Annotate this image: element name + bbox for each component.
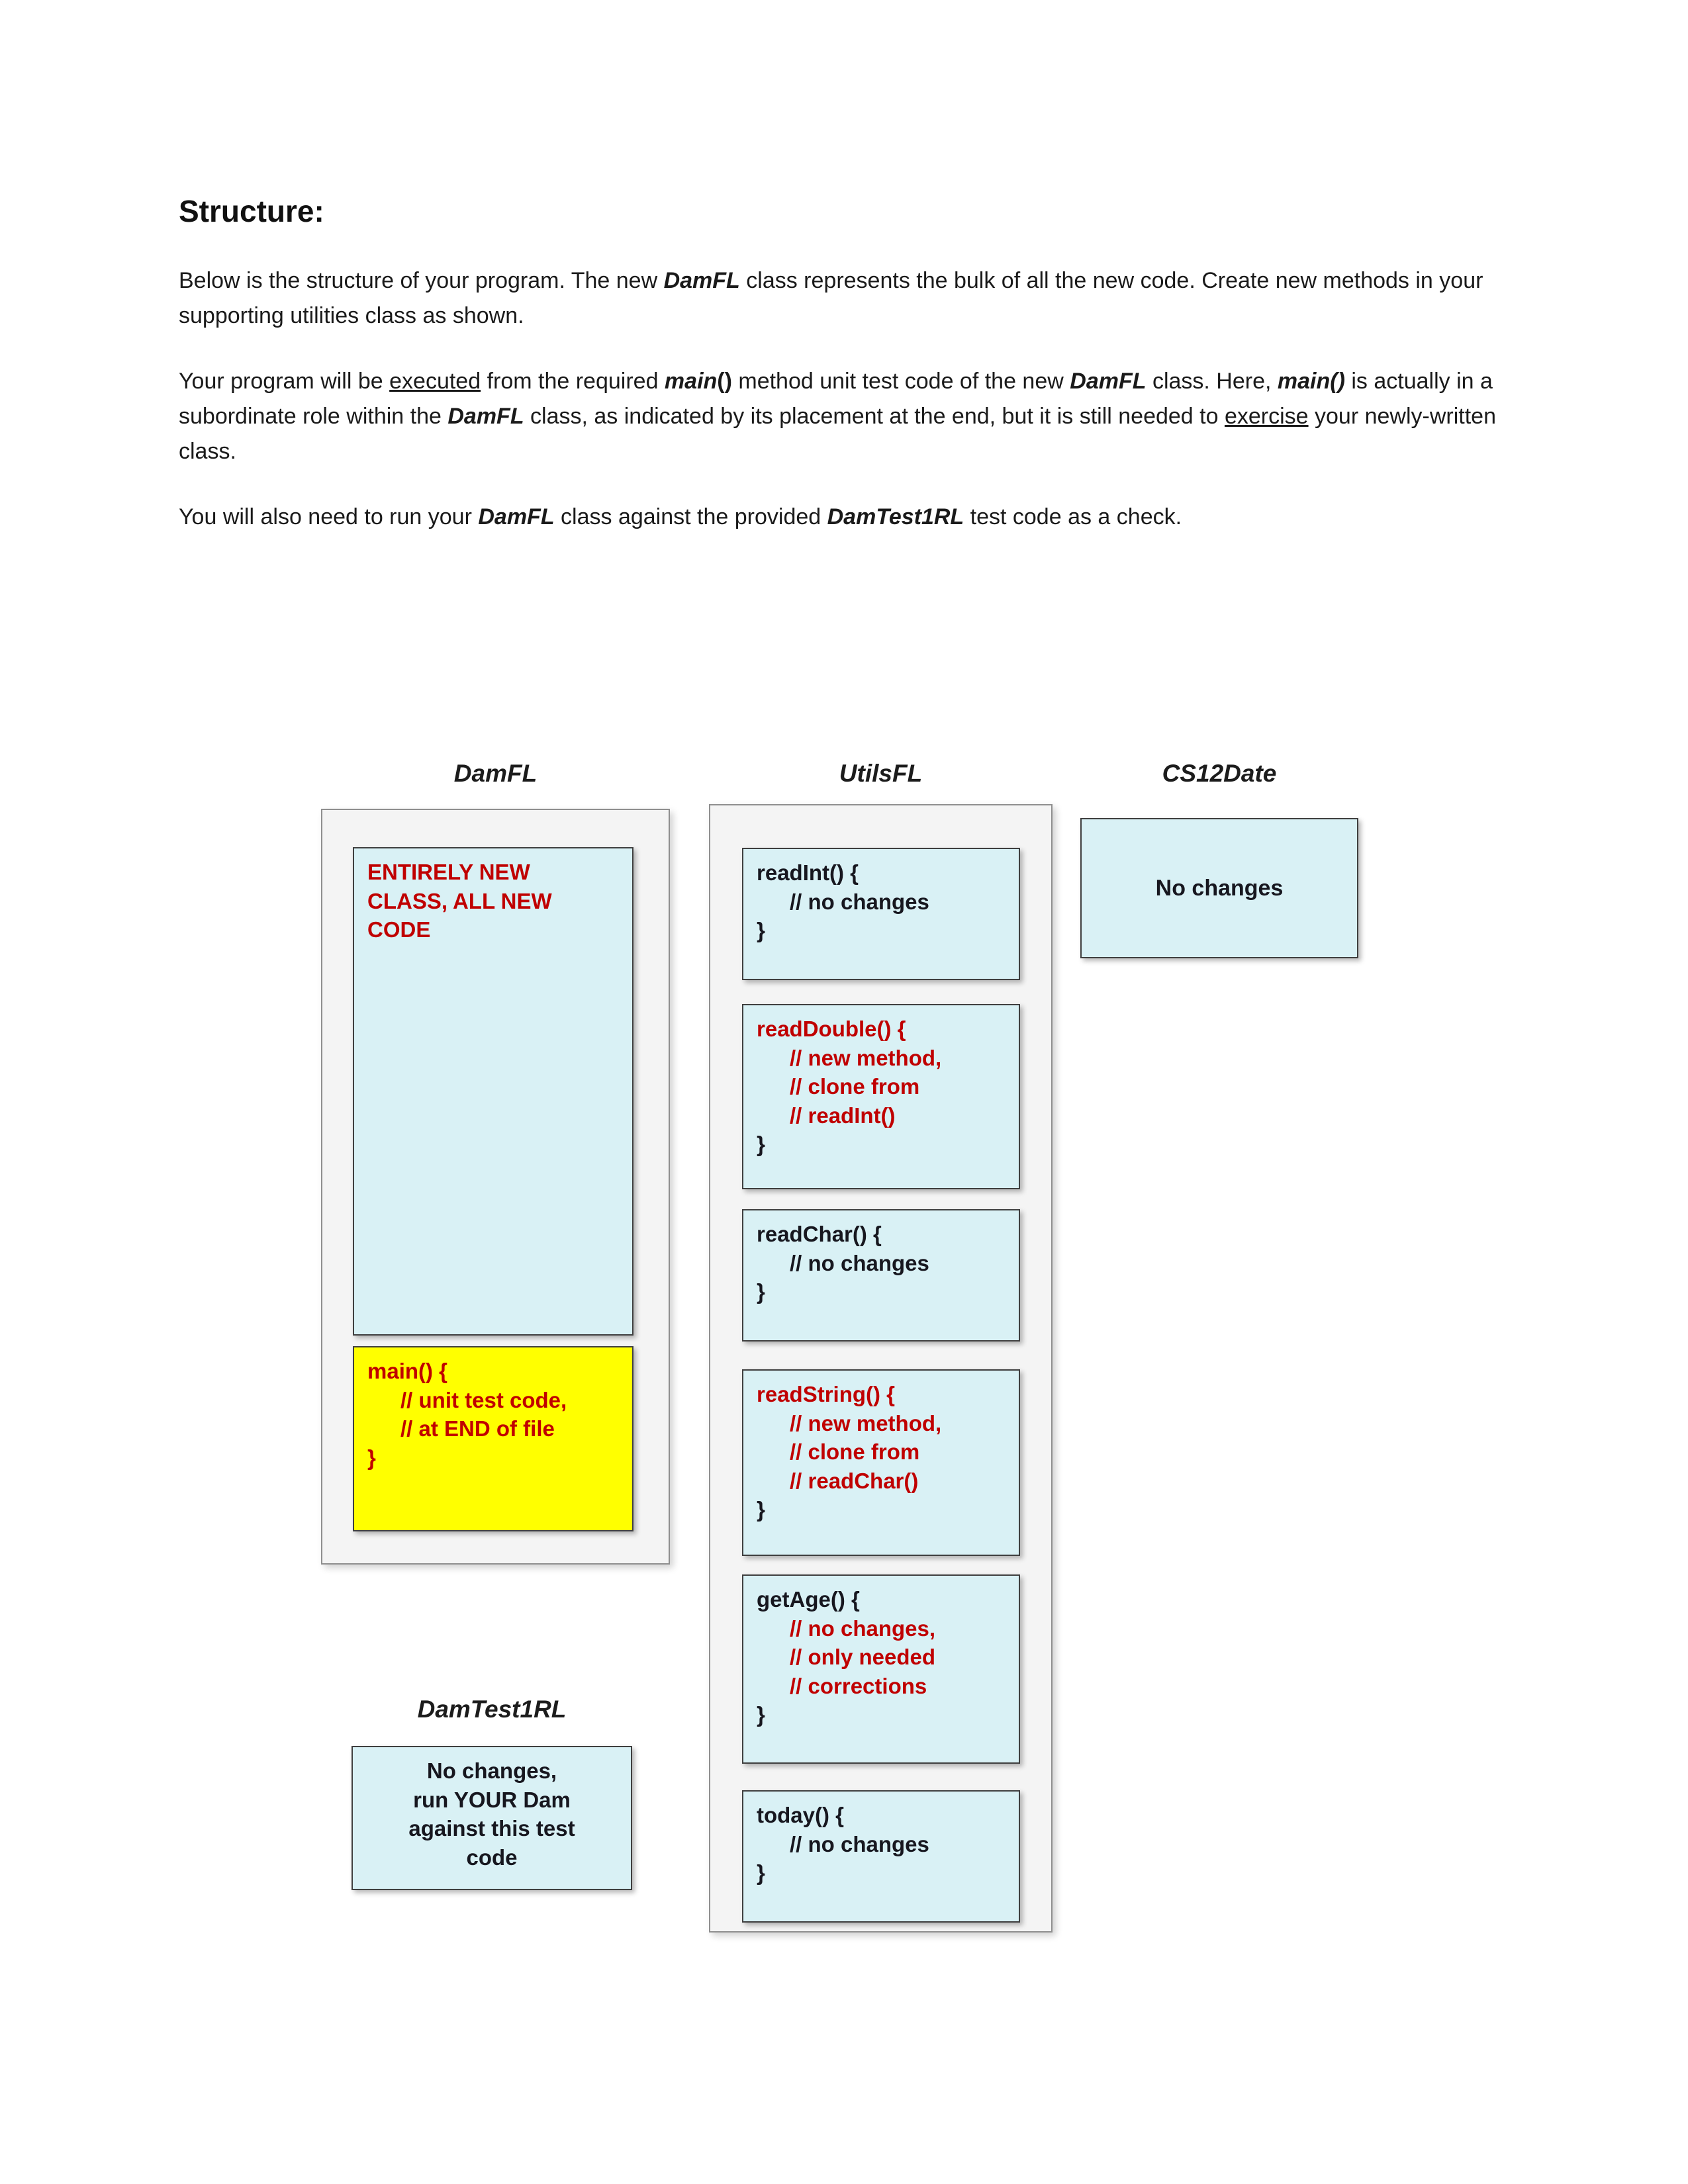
text-content (179, 193, 1499, 565)
utilsfl-today-box: today() { // no changes } (742, 1790, 1020, 1923)
damtest1rl-box: No changes, run YOUR Dam against this test code (352, 1746, 632, 1890)
paragraph-execution: Your program will be executed from the required main() method unit test code of the new DamFL class. Here, main() is actually in a subordinate role within the DamFL class, as indicated by its placement at the end, but it is still needed to exercise your newly-written class. (179, 369, 1496, 465)
utilsfl-readchar-box: readChar() { // no changes } (742, 1209, 1020, 1342)
cs12date-no-changes-label: No changes (1155, 875, 1284, 901)
cs12date-title: CS12Date (1162, 760, 1277, 787)
cs12date-box (1080, 818, 1358, 958)
damfl-new-class-box: ENTIRELY NEW CLASS, ALL NEW CODE (353, 847, 633, 1336)
section-heading: Structure: (179, 194, 324, 228)
utilsfl-class-box (709, 804, 1053, 1933)
paragraph-test: You will also need to run your DamFL class against the provided DamTest1RL test code as a check. (179, 504, 1182, 530)
utilsfl-readdouble-box: readDouble() { // new method, // clone from // readInt() } (742, 1004, 1020, 1189)
damfl-class-box (321, 809, 670, 1565)
utilsfl-title: UtilsFL (839, 760, 923, 787)
paragraph-intro: Below is the structure of your program. The new DamFL class represents the bulk of all the new code. Create new methods in your supporting utilities class as shown. (179, 268, 1483, 329)
damfl-title: DamFL (453, 760, 538, 787)
damfl-main-method-box: main() { // unit test code, // at END of file } (353, 1346, 633, 1531)
damtest1rl-title: DamTest1RL (417, 1696, 567, 1723)
utilsfl-readstring-box: readString() { // new method, // clone from // readChar() } (742, 1369, 1020, 1556)
utilsfl-readint-box: readInt() { // no changes } (742, 848, 1020, 980)
utilsfl-getage-box: getAge() { // no changes, // only needed // corrections } (742, 1574, 1020, 1764)
